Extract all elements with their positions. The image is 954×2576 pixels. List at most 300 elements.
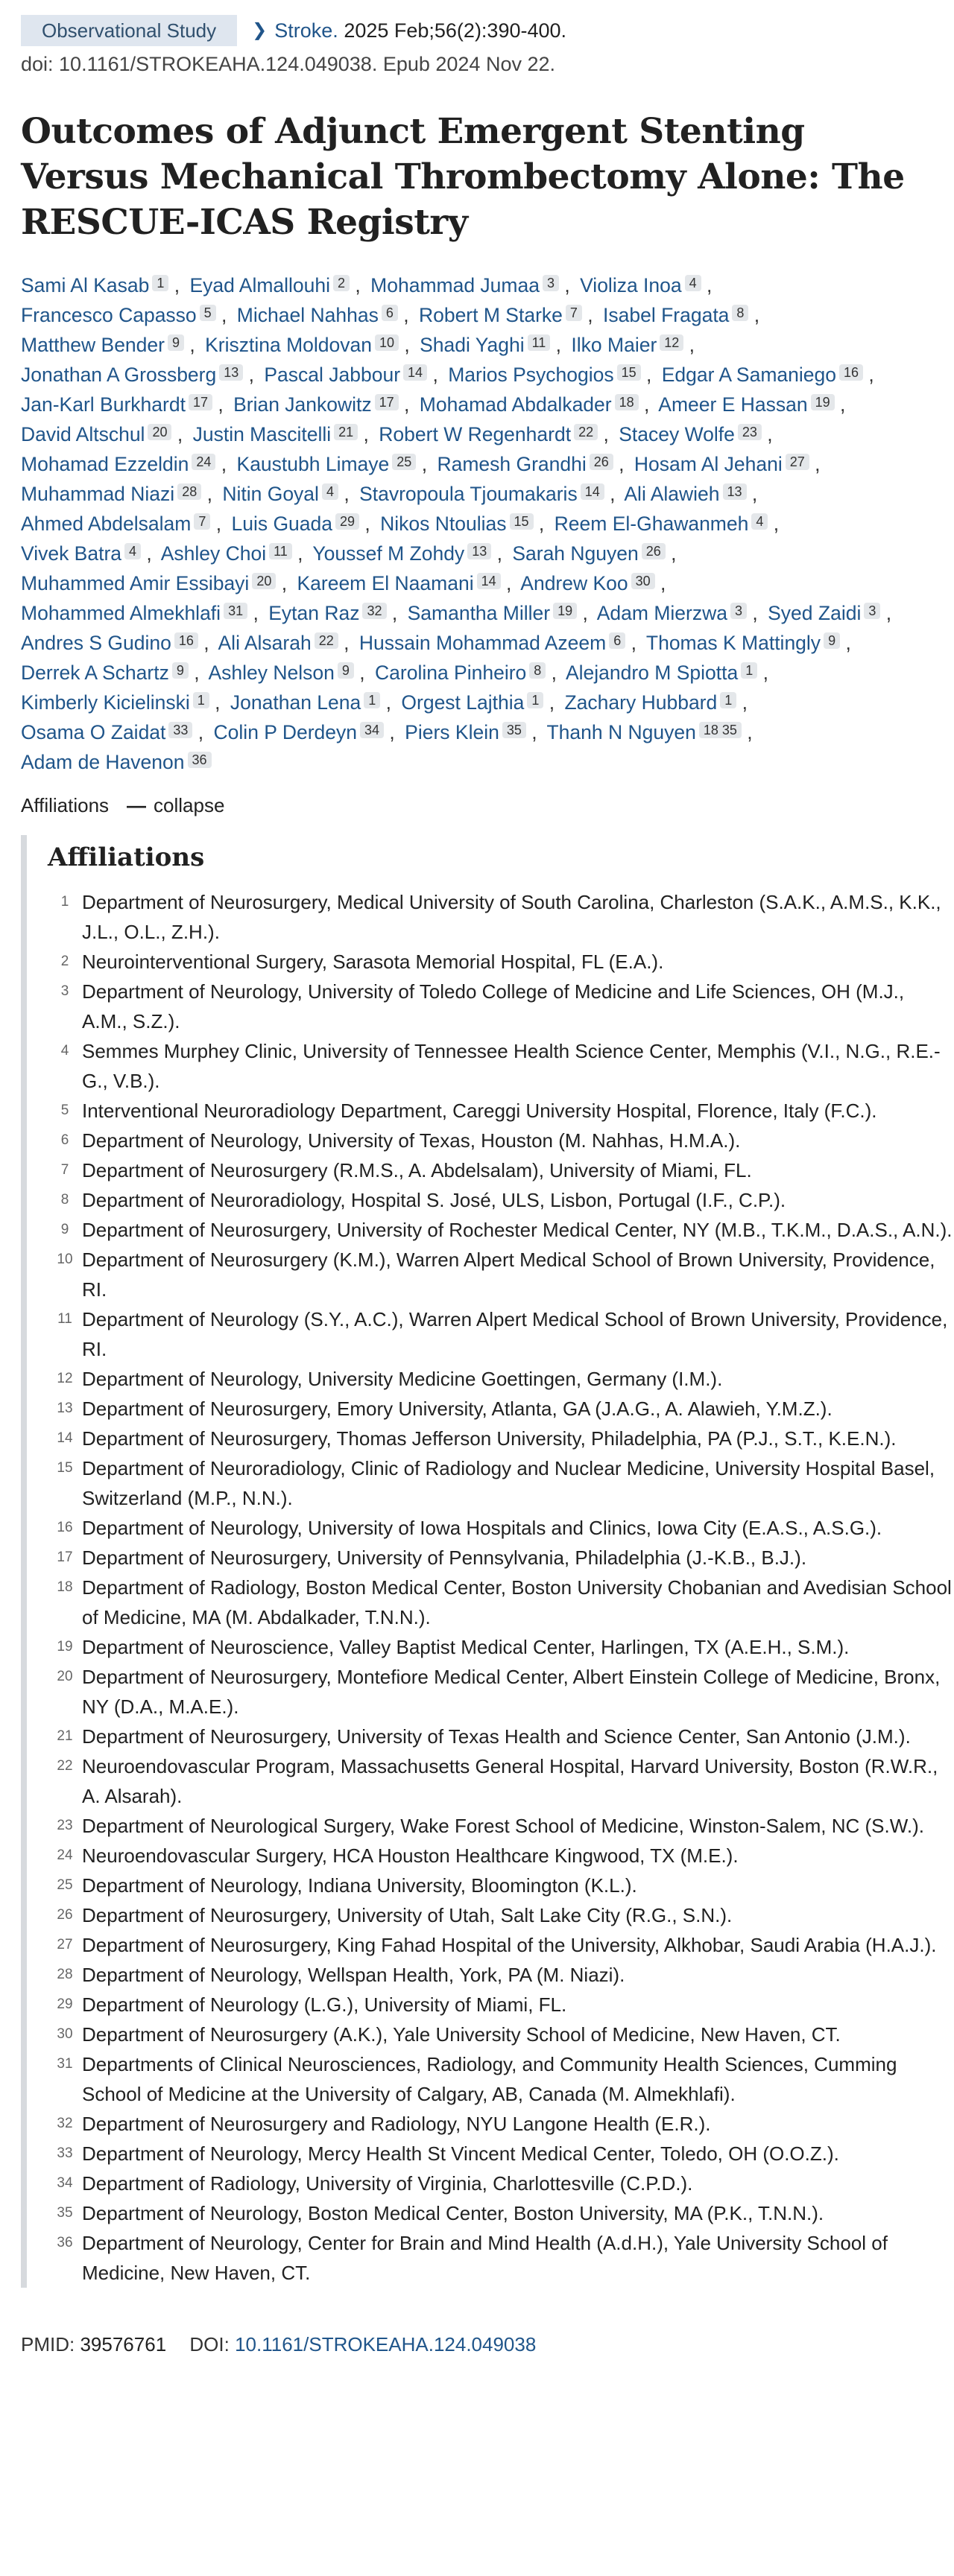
affiliation-number: 17 (57, 1549, 73, 1565)
author-link[interactable]: Ameer E Hassan (658, 393, 808, 416)
affiliation-ref[interactable]: 14 (403, 364, 427, 381)
affiliation-item (48, 1036, 953, 1096)
separator: , (768, 513, 780, 535)
affiliation-item (48, 1364, 953, 1394)
journal-link[interactable]: Stroke. (274, 19, 338, 42)
affiliation-ref[interactable]: 8 (529, 662, 546, 679)
citation-header (21, 15, 933, 46)
author-link[interactable]: Eytan Raz (268, 602, 360, 624)
affiliation-ref[interactable]: 30 (631, 573, 655, 589)
separator: , (247, 602, 259, 624)
affiliations-toggle[interactable] (21, 790, 933, 820)
affiliation-ref[interactable]: 13 (723, 483, 747, 500)
separator: , (834, 393, 846, 416)
author-link[interactable]: Kaustubh Limaye (236, 453, 390, 475)
separator: , (665, 542, 677, 565)
affiliation-ref[interactable]: 1 (720, 692, 736, 708)
separator: , (491, 542, 502, 565)
affiliation-ref[interactable]: 15 (617, 364, 641, 381)
affiliation-ref[interactable]: 22 (574, 424, 598, 440)
affiliation-item (48, 1751, 953, 1811)
author-link[interactable]: Robert M Starke (418, 304, 563, 326)
author-link[interactable]: Zachary Hubbard (564, 691, 718, 714)
affiliation-text: Department of Neurosurgery, University of Pennsylvania, Philadelphia (J.-K.B., B.J.). (82, 1546, 807, 1569)
author-link[interactable]: Jonathan Lena (230, 691, 361, 714)
separator: , (212, 393, 224, 416)
affiliation-text: Department of Radiology, Boston Medical Center, Boston University Chobanian and Avedisian School of Medicine, MA (M. Abdalkader, T.N.N.). (82, 1576, 952, 1628)
separator: , (141, 542, 152, 565)
separator: , (546, 662, 557, 684)
doi-link[interactable]: 10.1161/STROKEAHA.124.049038 (235, 2333, 537, 2355)
affiliations-panel (21, 835, 953, 2288)
affiliation-ref[interactable]: 11 (269, 543, 292, 559)
author-link[interactable]: Syed Zaidi (768, 602, 862, 624)
affiliation-text: Department of Neurology, Boston Medical Center, Boston University, MA (P.K., T.N.N.). (82, 2202, 824, 2224)
affiliation-ref[interactable]: 6 (609, 632, 625, 649)
affiliation-ref[interactable]: 25 (392, 454, 416, 470)
affiliation-number: 16 (57, 1520, 73, 1535)
author-link[interactable]: Stavropoula Tjoumakaris (359, 483, 578, 505)
affiliation-ref[interactable]: 36 (188, 752, 212, 768)
affiliation-ref[interactable]: 7 (566, 305, 582, 321)
author-link[interactable]: Jonathan A Grossberg (21, 364, 217, 386)
affiliation-ref[interactable]: 11 (528, 334, 551, 351)
separator: , (613, 453, 625, 475)
affiliation-ref[interactable]: 17 (375, 394, 399, 410)
affiliation-ref[interactable]: 1 (193, 692, 209, 708)
affiliation-ref[interactable]: 9 (168, 334, 184, 351)
affiliation-ref[interactable]: 21 (334, 424, 358, 440)
separator: , (243, 364, 254, 386)
affiliation-number: 27 (57, 1937, 73, 1952)
affiliation-item (48, 1662, 953, 1722)
affiliation-text: Neuroendovascular Surgery, HCA Houston Healthcare Kingwood, TX (M.E.). (82, 1844, 739, 1867)
separator: , (604, 483, 616, 505)
affiliation-ref[interactable]: 4 (322, 483, 338, 500)
author-link[interactable]: Piers Klein (405, 721, 499, 743)
affiliation-item (48, 1632, 953, 1662)
affiliation-number: 4 (60, 1043, 69, 1059)
affiliation-ref[interactable]: 4 (685, 275, 701, 291)
separator: , (416, 453, 428, 475)
separator: , (380, 691, 392, 714)
affiliation-ref[interactable]: 16 (174, 632, 198, 649)
author-link[interactable]: Francesco Capasso (21, 304, 197, 326)
affiliations-heading: Affiliations (48, 843, 205, 872)
affiliation-text: Department of Neurosurgery, Emory University, Atlanta, GA (J.A.G., A. Alawieh, Y.M.Z.). (82, 1398, 833, 1420)
affiliation-number: 9 (60, 1222, 69, 1237)
affiliation-number: 15 (57, 1460, 73, 1476)
article-title: Outcomes of Adjunct Emergent Stenting Versus Mechanical Thrombectomy Alone: The RESCUE-ICAS Registry (21, 111, 905, 243)
affiliation-text: Semmes Murphey Clinic, University of Tennessee Health Science Center, Memphis (V.I., N.G., R.E.-G., V.B.). (82, 1040, 941, 1092)
author-link[interactable]: Carolina Pinheiro (375, 662, 527, 684)
separator: , (840, 632, 851, 654)
affiliation-number: 23 (57, 1818, 73, 1833)
separator: , (192, 721, 204, 743)
affiliation-text: Neurointerventional Surgery, Sarasota Memorial Hospital, FL (E.A.). (82, 951, 664, 973)
affiliation-text: Interventional Neuroradiology Department, Careggi University Hospital, Florence, Italy (F.C.). (82, 1100, 877, 1122)
affiliation-text: Department of Neurosurgery, Thomas Jefferson University, Philadelphia, PA (P.J., S.T., K.E.N.). (82, 1427, 897, 1450)
separator: , (198, 632, 209, 654)
doi-line: doi: 10.1161/STROKEAHA.124.049038. Epub 2024 Nov 22. (21, 53, 555, 75)
author-link[interactable]: Muhammad Niazi (21, 483, 175, 505)
author-link[interactable]: Ali Alawieh (624, 483, 720, 505)
author-link[interactable]: Osama O Zaidat (21, 721, 166, 743)
separator: , (201, 483, 212, 505)
affiliation-number: 31 (57, 2056, 73, 2072)
affiliation-number: 1 (60, 894, 69, 910)
author-link[interactable]: Ashley Choi (160, 542, 267, 565)
separator: , (500, 572, 512, 594)
separator: , (598, 423, 609, 445)
author-link[interactable]: Mohammed Almekhlafi (21, 602, 221, 624)
author-link[interactable]: Hosam Al Jehani (634, 453, 783, 475)
affiliation-ref[interactable]: 26 (590, 454, 613, 470)
affiliation-ref[interactable]: 18 (615, 394, 639, 410)
author-link[interactable]: Andres S Gudino (21, 632, 171, 654)
affiliation-text: Department of Neurology, University Medicine Goettingen, Germany (I.M.). (82, 1368, 723, 1390)
affiliation-item (48, 1155, 953, 1185)
author-link[interactable]: Vivek Batra (21, 542, 122, 565)
author-link[interactable]: Ashley Nelson (208, 662, 335, 684)
affiliation-item (48, 1841, 953, 1871)
separator: , (736, 691, 748, 714)
affiliation-item (48, 887, 953, 947)
affiliation-ref[interactable]: 29 (335, 513, 359, 530)
affiliation-number: 18 (57, 1579, 73, 1595)
publication-type-badge: Observational Study (21, 15, 237, 46)
affiliation-ref[interactable]: 3 (864, 603, 880, 619)
affiliation-text: Department of Neurology, Indiana University, Bloomington (K.L.). (82, 1874, 637, 1897)
author-link[interactable]: David Altschul (21, 423, 145, 445)
author-link[interactable]: Andrew Koo (520, 572, 628, 594)
separator: , (359, 513, 370, 535)
affiliation-ref[interactable]: 35 (502, 722, 526, 738)
citation-details: 2025 Feb;56(2):390-400. (344, 19, 567, 42)
affiliation-item (48, 1304, 953, 1364)
affiliation-number: 26 (57, 1907, 73, 1923)
affiliation-number: 6 (60, 1132, 69, 1148)
doi: DOI: 10.1161/STROKEAHA.124.049038 (189, 2333, 537, 2355)
separator: , (581, 304, 593, 326)
affiliation-text: Department of Neurosurgery, University of Rochester Medical Center, NY (M.B., T.K.M., D.A.S., A.N.). (82, 1219, 953, 1241)
affiliation-ref[interactable]: 7 (194, 513, 210, 530)
author-link[interactable]: Reem El-Ghawanmeh (554, 513, 749, 535)
affiliation-ref[interactable]: 8 (732, 305, 748, 321)
author-link[interactable]: Justin Mascitelli (192, 423, 332, 445)
affiliation-ref[interactable]: 24 (192, 454, 215, 470)
author-link[interactable]: Ramesh Grandhi (437, 453, 587, 475)
affiliation-number: 12 (57, 1371, 73, 1386)
affiliation-ref[interactable]: 3 (730, 603, 747, 619)
author-link[interactable]: Nitin Goyal (222, 483, 319, 505)
affiliation-ref[interactable]: 9 (172, 662, 189, 679)
affiliation-text: Department of Neurological Surgery, Wake Forest School of Medicine, Winston-Salem, NC (S.W.). (82, 1815, 924, 1837)
author-link[interactable]: Alejandro M Spiotta (565, 662, 739, 684)
author-link[interactable]: Marios Psychogios (448, 364, 614, 386)
affiliation-item (48, 2169, 953, 2198)
separator: , (741, 721, 753, 743)
separator: , (427, 364, 438, 386)
affiliation-item (48, 2049, 953, 2109)
affiliation-ref[interactable]: 1 (527, 692, 543, 708)
author-link[interactable]: Adam de Havenon (21, 751, 185, 773)
affiliation-ref[interactable]: 32 (362, 603, 386, 619)
affiliation-ref[interactable]: 1 (152, 275, 168, 291)
affiliation-text: Department of Neurosurgery, University of Texas Health and Science Center, San Antonio (J.M.). (82, 1725, 911, 1748)
affiliations-collapse-button[interactable]: collapse (154, 794, 225, 816)
separator: , (577, 602, 588, 624)
affiliation-text: Departments of Clinical Neurosciences, Radiology, and Community Health Sciences, Cumming School of Medicine at the University of Calgary, AB, Canada (M. Almekhlafi). (82, 2053, 897, 2105)
affiliation-ref[interactable]: 14 (477, 573, 501, 589)
separator: , (171, 423, 183, 445)
separator: , (188, 662, 200, 684)
affiliation-number: 13 (57, 1400, 73, 1416)
chevron-right-icon[interactable]: ❯ (252, 20, 268, 40)
affiliation-ref[interactable]: 15 (510, 513, 534, 530)
affiliation-number: 34 (57, 2175, 73, 2191)
affiliation-item (48, 1424, 953, 1453)
separator: , (550, 334, 562, 356)
affiliation-number: 7 (60, 1162, 69, 1178)
affiliation-ref[interactable]: 9 (338, 662, 354, 679)
affiliation-item (48, 977, 953, 1036)
author-link[interactable]: Muhammed Amir Essibayi (21, 572, 250, 594)
separator: , (525, 721, 537, 743)
affiliation-ref[interactable]: 31 (224, 603, 247, 619)
separator: , (291, 542, 303, 565)
affiliation-text: Department of Neurosurgery (K.M.), Warren Alpert Medical School of Brown University, Providence, RI. (82, 1249, 935, 1301)
author-link[interactable]: Ali Alsarah (218, 632, 312, 654)
affiliation-text: Department of Neurology, University of Texas, Houston (M. Nahhas, H.M.A.). (82, 1129, 741, 1152)
affiliation-item (48, 2020, 953, 2049)
separator: , (350, 274, 361, 296)
affiliation-item (48, 1126, 953, 1155)
author-link[interactable]: Mohammad Jumaa (370, 274, 540, 296)
author-link[interactable]: Brian Jankowitz (233, 393, 372, 416)
author-link[interactable]: Nikos Ntoulias (380, 513, 507, 535)
author-link[interactable]: Youssef M Zohdy (312, 542, 465, 565)
separator: , (398, 393, 410, 416)
affiliation-ref[interactable]: 2 (333, 275, 350, 291)
affiliation-ref[interactable]: 12 (660, 334, 683, 351)
affiliation-number: 28 (57, 1967, 73, 1982)
author-link[interactable]: Ahmed Abdelsalam (21, 513, 192, 535)
separator: , (625, 632, 636, 654)
affiliations-list (48, 887, 953, 2288)
affiliation-ref[interactable]: 4 (124, 543, 141, 559)
separator: , (638, 393, 650, 416)
affiliation-ref[interactable]: 18 35 (699, 722, 742, 738)
separator: , (358, 423, 369, 445)
affiliation-text: Department of Neurosurgery, King Fahad Hospital of the University, Alkhobar, Saudi Arabia (H.A.J.). (82, 1934, 937, 1956)
separator: , (209, 691, 221, 714)
affiliation-number: 25 (57, 1877, 73, 1893)
affiliation-ref[interactable]: 20 (252, 573, 276, 589)
affiliation-ref[interactable]: 10 (375, 334, 399, 351)
affiliation-number: 11 (57, 1311, 72, 1327)
affiliation-ref[interactable]: 6 (382, 305, 398, 321)
affiliation-ref[interactable]: 19 (811, 394, 835, 410)
author-link[interactable]: Luis Guada (231, 513, 333, 535)
separator: , (338, 632, 350, 654)
affiliation-item (48, 1573, 953, 1632)
author-link[interactable]: Hussain Mohammad Azeem (358, 632, 607, 654)
separator: , (168, 274, 180, 296)
separator: , (276, 572, 288, 594)
author-link[interactable]: Pascal Jabbour (264, 364, 401, 386)
affiliation-item (48, 1990, 953, 2020)
affiliations-toggle-label: Affiliations (21, 794, 110, 816)
affiliation-item (48, 2109, 953, 2139)
separator: , (683, 334, 695, 356)
affiliation-ref[interactable]: 28 (177, 483, 201, 500)
affiliation-text: Department of Neurology (S.Y., A.C.), Warren Alpert Medical School of Brown University, Providence, RI. (82, 1308, 948, 1360)
author-link[interactable]: Colin P Derdeyn (213, 721, 358, 743)
affiliation-ref[interactable]: 27 (786, 454, 809, 470)
affiliation-ref[interactable]: 1 (741, 662, 757, 679)
affiliation-text: Department of Neurology, University of Toledo College of Medicine and Life Sciences, OH (M.J., A.M., S.Z.). (82, 980, 905, 1032)
author-link[interactable]: Thanh N Nguyen (546, 721, 696, 743)
separator: , (640, 364, 652, 386)
author-link[interactable]: Michael Nahhas (236, 304, 379, 326)
affiliation-item (48, 947, 953, 977)
author-link[interactable]: Mohamad Abdalkader (419, 393, 612, 416)
affiliation-text: Department of Neuroradiology, Hospital S. José, ULS, Lisbon, Portugal (I.F., C.P.). (82, 1189, 786, 1211)
affiliation-number: 30 (57, 2026, 73, 2042)
affiliation-number: 36 (57, 2235, 73, 2250)
author-link[interactable]: Robert W Regenhardt (379, 423, 572, 445)
affiliation-number: 20 (57, 1669, 73, 1684)
affiliation-item (48, 1871, 953, 1900)
author-link[interactable]: Krisztina Moldovan (205, 334, 372, 356)
separator: , (338, 483, 350, 505)
separator: , (399, 334, 410, 356)
author-link[interactable]: Shadi Yaghi (420, 334, 525, 356)
affiliation-ref[interactable]: 17 (189, 394, 212, 410)
separator: , (210, 513, 222, 535)
affiliation-item (48, 1513, 953, 1543)
affiliation-text: Department of Neurosurgery and Radiology, NYU Langone Health (E.R.). (82, 2113, 711, 2135)
affiliation-item (48, 1543, 953, 1573)
affiliation-text: Neuroendovascular Program, Massachusetts General Hospital, Harvard University, Boston (R.W.R., A. Alsarah). (82, 1755, 938, 1807)
affiliation-number: 19 (57, 1639, 73, 1655)
affiliation-ref[interactable]: 9 (824, 632, 840, 649)
author-link[interactable]: Sami Al Kasab (21, 274, 150, 296)
author-link[interactable]: Orgest Lajthia (401, 691, 525, 714)
affiliation-ref[interactable]: 13 (219, 364, 243, 381)
affiliation-item (48, 2198, 953, 2228)
affiliation-ref[interactable]: 13 (467, 543, 491, 559)
affiliation-ref[interactable]: 5 (200, 305, 216, 321)
separator: , (384, 721, 395, 743)
collapse-dash-icon: — (127, 794, 147, 816)
affiliation-number: 24 (57, 1847, 73, 1863)
affiliation-text: Department of Neuroscience, Valley Baptist Medical Center, Harlingen, TX (A.E.H., S.M.). (82, 1636, 850, 1658)
affiliation-ref[interactable]: 26 (642, 543, 666, 559)
author-link[interactable]: Sarah Nguyen (512, 542, 639, 565)
affiliation-item (48, 2139, 953, 2169)
affiliation-item (48, 1096, 953, 1126)
author-link[interactable]: Mohamad Ezzeldin (21, 453, 189, 475)
author-link[interactable]: Violiza Inoa (580, 274, 682, 296)
affiliation-text: Department of Neurology, Wellspan Health, York, PA (M. Niazi). (82, 1964, 625, 1986)
separator: , (353, 662, 365, 684)
separator: , (397, 304, 409, 326)
affiliation-number: 8 (60, 1192, 69, 1208)
separator: , (559, 274, 570, 296)
author-link[interactable]: Kimberly Kicielinski (21, 691, 190, 714)
author-link[interactable]: Kareem El Naamani (297, 572, 474, 594)
affiliation-ref[interactable]: 23 (738, 424, 762, 440)
affiliation-ref[interactable]: 16 (839, 364, 863, 381)
author-link[interactable]: Ilko Maier (571, 334, 657, 356)
affiliation-text: Department of Neurosurgery, Medical University of South Carolina, Charleston (S.A.K., A.M.S., K.K., J.L., O.L., Z.H.). (82, 891, 941, 943)
affiliation-item (48, 1722, 953, 1751)
separator: , (880, 602, 892, 624)
affiliation-number: 29 (57, 1996, 73, 2012)
separator: , (533, 513, 545, 535)
separator: , (215, 453, 227, 475)
affiliation-text: Department of Neurosurgery (R.M.S., A. Abdelsalam), University of Miami, FL. (82, 1159, 752, 1181)
affiliation-item (48, 1394, 953, 1424)
affiliation-ref[interactable]: 20 (148, 424, 171, 440)
separator: , (543, 691, 555, 714)
separator: , (746, 483, 758, 505)
affiliation-item (48, 1215, 953, 1245)
author-link[interactable]: Eyad Almallouhi (189, 274, 331, 296)
identifiers-footer (21, 2329, 933, 2359)
affiliation-text: Department of Neurology, Center for Brain and Mind Health (A.d.H.), Yale University School of Medicine, New Haven, CT. (82, 2232, 888, 2284)
affiliation-ref[interactable]: 1 (364, 692, 380, 708)
pmid: PMID: 39576761 (21, 2333, 167, 2355)
affiliation-text: Department of Neurology, Mercy Health St Vincent Medical Center, Toledo, OH (O.O.Z.). (82, 2142, 839, 2165)
authors-list (21, 270, 938, 777)
author-link[interactable]: Edgar A Samaniego (661, 364, 836, 386)
affiliation-number: 10 (57, 1251, 73, 1267)
affiliation-ref[interactable]: 34 (360, 722, 384, 738)
affiliation-ref[interactable]: 22 (315, 632, 338, 649)
affiliation-ref[interactable]: 3 (543, 275, 559, 291)
author-link[interactable]: Thomas K Mattingly (645, 632, 821, 654)
affiliation-ref[interactable]: 4 (751, 513, 768, 530)
affiliation-number: 32 (57, 2116, 73, 2131)
affiliation-item (48, 1453, 953, 1513)
affiliation-number: 22 (57, 1758, 73, 1774)
author-link[interactable]: Isabel Fragata (603, 304, 730, 326)
author-link[interactable]: Matthew Bender (21, 334, 165, 356)
author-link[interactable]: Adam Mierzwa (596, 602, 727, 624)
affiliation-ref[interactable]: 14 (581, 483, 604, 500)
affiliation-number: 21 (57, 1728, 73, 1744)
affiliation-item (48, 2228, 953, 2288)
separator: , (654, 572, 666, 594)
affiliation-text: Department of Neurosurgery, Montefiore Medical Center, Albert Einstein College of Medicine, Bronx, NY (D.A., M.A.E.). (82, 1666, 941, 1718)
author-link[interactable]: Derrek A Schartz (21, 662, 169, 684)
author-link[interactable]: Stacey Wolfe (619, 423, 735, 445)
author-link[interactable]: Samantha Miller (407, 602, 551, 624)
affiliation-text: Department of Neuroradiology, Clinic of Radiology and Nuclear Medicine, University Hospital Basel, Switzerland (M.P., N.N.). (82, 1457, 935, 1509)
separator: , (863, 364, 874, 386)
affiliation-number: 3 (60, 983, 69, 999)
affiliation-ref[interactable]: 33 (168, 722, 192, 738)
separator: , (809, 453, 821, 475)
affiliation-number: 2 (60, 954, 69, 969)
affiliation-ref[interactable]: 19 (553, 603, 577, 619)
author-link[interactable]: Jan-Karl Burkhardt (21, 393, 186, 416)
affiliation-text: Department of Neurosurgery, University of Utah, Salt Lake City (R.G., S.N.). (82, 1904, 733, 1926)
affiliation-item (48, 1811, 953, 1841)
